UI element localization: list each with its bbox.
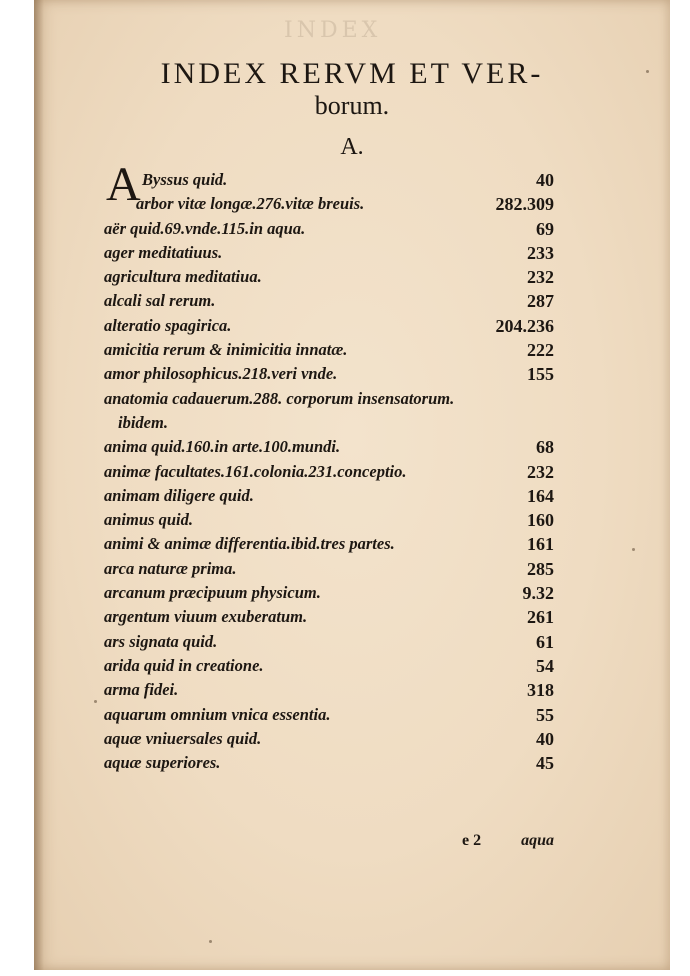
entry-page: 261 (527, 607, 554, 628)
entry-page: 164 (527, 485, 554, 506)
entry-page: 55 (536, 704, 554, 725)
index-entry (34, 289, 670, 313)
page-title-continuation: borum. (314, 91, 390, 120)
index-entry (34, 678, 670, 702)
entry-term: agricultura meditatiua. (104, 267, 262, 287)
index-entry (34, 314, 670, 338)
index-entry (34, 168, 670, 192)
entry-page: 233 (527, 242, 554, 263)
entry-term: arbor vitæ longæ.276.vitæ breuis. (136, 194, 365, 214)
index-entry (34, 703, 670, 727)
entry-page: 232 (527, 461, 554, 482)
index-entry (34, 435, 670, 459)
index-entry (34, 217, 670, 241)
entry-term: amor philosophicus.218.veri vnde. (104, 364, 338, 384)
entry-page: 61 (536, 631, 554, 652)
entry-page: 222 (527, 340, 554, 361)
index-entry (34, 387, 670, 411)
index-entry (34, 362, 670, 386)
index-entry (34, 654, 670, 678)
catchword: aqua (521, 832, 554, 849)
paper-speck (646, 70, 649, 73)
index-entry (34, 605, 670, 629)
paper-speck (632, 548, 635, 551)
index-entry (34, 630, 670, 654)
signature-mark: e 2 (461, 832, 482, 849)
entry-page: 318 (527, 680, 554, 701)
entry-page: 40 (536, 728, 554, 749)
entry-page: 40 (536, 170, 554, 190)
entry-term: arcanum præcipuum physicum. (104, 583, 321, 603)
index-entry (34, 727, 670, 751)
entry-term: animus quid. (104, 510, 193, 530)
entry-term: aër quid.69.vnde.115.in aqua. (104, 218, 306, 238)
entry-page: 45 (536, 753, 554, 774)
entry-page: 69 (536, 218, 554, 239)
entry-term: argentum viuum exuberatum. (104, 607, 308, 627)
entry-term: animi & animæ differentia.ibid.tres partes. (104, 534, 395, 554)
entry-term: arma fidei. (104, 680, 179, 700)
entry-page: 282.309 (495, 194, 554, 215)
entry-term: alcali sal rerum. (104, 291, 216, 311)
index-entry-continuation (34, 411, 670, 435)
entry-term: aquæ superiores. (104, 753, 221, 773)
entry-page: 232 (527, 267, 554, 288)
entry-term: ars signata quid. (104, 631, 218, 651)
entry-term: alteratio spagirica. (104, 315, 232, 335)
entry-term: aquarum omnium vnica essentia. (104, 704, 331, 724)
entry-term: amicitia rerum & inimicitia innatæ. (104, 340, 348, 360)
entry-page: 287 (527, 291, 554, 312)
page-footer (462, 832, 554, 850)
entry-term: aquæ vniuersales quid. (104, 728, 262, 748)
entry-page: 285 (527, 558, 554, 579)
entry-term: Byssus quid. (142, 170, 228, 189)
index-entries (34, 168, 670, 775)
paper-speck (209, 940, 212, 943)
index-entry (34, 751, 670, 775)
entry-term: animam diligere quid. (104, 485, 254, 505)
section-letter: A. (340, 134, 364, 160)
entry-page: 204.236 (495, 315, 554, 336)
entry-page: 9.32 (522, 583, 554, 604)
index-entry (34, 484, 670, 508)
entry-term: animæ facultates.161.colonia.231.conceptio. (104, 461, 407, 481)
entry-term: arida quid in creatione. (104, 655, 264, 675)
index-entry (34, 557, 670, 581)
index-entry (34, 241, 670, 265)
entry-term: arca naturæ prima. (104, 558, 237, 578)
entry-term: ager meditatiuus. (104, 242, 223, 262)
entry-page: 160 (527, 510, 554, 531)
drop-cap: A (106, 158, 141, 211)
page-title: INDEX RERVM ET VER- (160, 57, 544, 90)
entry-term: anatomia cadauerum.288. corporum insensatorum. (104, 388, 455, 408)
entry-page: 161 (527, 534, 554, 555)
entry-term: anima quid.160.in arte.100.mundi. (104, 437, 341, 457)
index-entry (34, 460, 670, 484)
bleed-through-header: INDEX (284, 18, 382, 43)
index-entry (34, 581, 670, 605)
index-entry (34, 508, 670, 532)
paper-speck (94, 700, 97, 703)
entry-page: 54 (536, 655, 554, 676)
entry-page: 155 (527, 364, 554, 385)
index-entry (34, 532, 670, 556)
book-page (34, 0, 670, 970)
index-entry (34, 265, 670, 289)
index-entry (34, 192, 670, 216)
index-entry (34, 338, 670, 362)
entry-page: 68 (536, 437, 554, 458)
entry-term: ibidem. (118, 412, 168, 432)
